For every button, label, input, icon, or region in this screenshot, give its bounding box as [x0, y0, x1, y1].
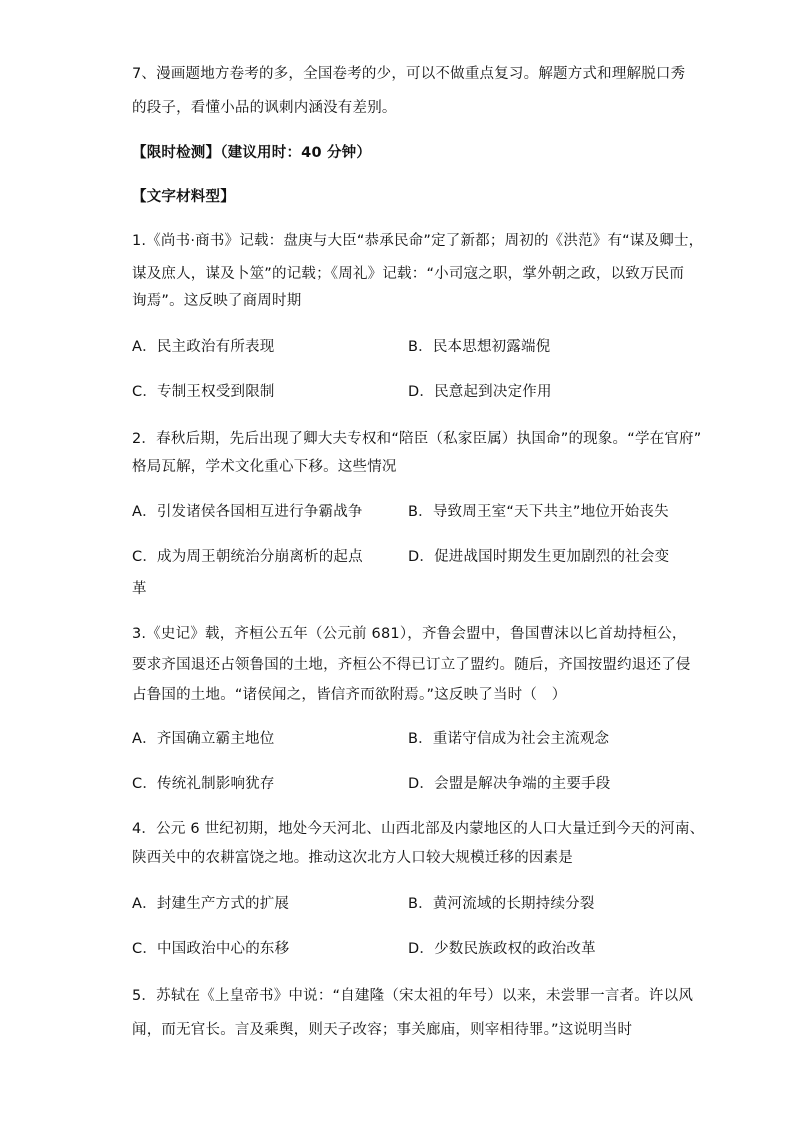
q1-option-b: B．民本思想初露端倪 — [408, 339, 551, 355]
q2-option-c: C．成为周王朝统治分崩离析的起点 — [132, 549, 363, 565]
q2-option-d-continuation: 革 — [132, 581, 147, 597]
q2-option-b: B．导致周王室“天下共主”地位开始丧失 — [408, 504, 669, 520]
q4-option-c: C．中国政治中心的东移 — [132, 941, 290, 957]
q3-line-1: 3.《史记》载，齐桓公五年（公元前 681），齐鲁会盟中，鲁国曹沫以匕首劫持桓公， — [132, 626, 687, 642]
q1-option-c: C．专制王权受到限制 — [132, 384, 275, 400]
q4-line-2: 陕西关中的农耕富饶之地。推动这次北方人口较大规模迁移的因素是 — [132, 850, 573, 866]
q3-line-3: 占鲁国的土地。“诸侯闻之，皆信齐而欲附焉。”这反映了当时（ ） — [132, 687, 567, 703]
q5-line-1: 5．苏轼在《上皇帝书》中说：“自建隆（宋太祖的年号）以来，未尝罪一言者。许以风 — [132, 988, 694, 1004]
q1-option-a: A．民主政治有所表现 — [132, 339, 275, 355]
q3-option-b: B．重诺守信成为社会主流观念 — [408, 731, 610, 747]
q2-option-a: A．引发诸侯各国相互进行争霸战争 — [132, 504, 363, 520]
q1-option-d: D．民意起到决定作用 — [408, 384, 552, 400]
q3-option-a: A．齐国确立霸主地位 — [132, 731, 275, 747]
q4-option-d: D．少数民族政权的政治改革 — [408, 941, 596, 957]
q1-line-3: 询焉”。这反映了商周时期 — [132, 293, 302, 309]
q2-line-2: 格局瓦解，学术文化重心下移。这些情况 — [132, 459, 397, 475]
q3-option-c: C．传统礼制影响犹存 — [132, 776, 275, 792]
q1-line-1: 1.《尚书·商书》记载：盘庚与大臣“恭承民命”定了新都；周初的《洪范》有“谋及卿士， — [132, 233, 704, 249]
intro-line-2: 的段子，看懂小品的讽刺内涵没有差别。 — [132, 100, 397, 116]
q5-line-2: 闻，而无官长。言及乘舆，则天子改容；事关廊庙，则宰相待罪。”这说明当时 — [132, 1022, 633, 1038]
section-heading: 【文字材料型】 — [132, 189, 235, 205]
q3-line-2: 要求齐国退还占领鲁国的土地，齐桓公不得已订立了盟约。随后，齐国按盟约退还了侵 — [132, 657, 691, 673]
q1-line-2: 谋及庶人，谋及卜筮”的记载；《周礼》记载：“小司寇之职，掌外朝之政，以致万民而 — [132, 266, 685, 282]
q2-option-d: D．促进战国时期发生更加剧烈的社会变 — [408, 549, 670, 565]
test-heading: 【限时检测】（建议用时：40 分钟） — [132, 145, 372, 161]
q4-option-a: A．封建生产方式的扩展 — [132, 896, 290, 912]
intro-line-1: 7、漫画题地方卷考的多，全国卷考的少，可以不做重点复习。解题方式和理解脱口秀 — [132, 66, 686, 82]
q4-option-b: B．黄河流域的长期持续分裂 — [408, 896, 595, 912]
q3-option-d: D．会盟是解决争端的主要手段 — [408, 776, 611, 792]
q2-line-1: 2．春秋后期，先后出现了卿大夫专权和“陪臣（私家臣属）执国命”的现象。“学在官府” — [132, 431, 702, 447]
q4-line-1: 4．公元 6 世纪初期，地处今天河北、山西北部及内蒙地区的人口大量迁到今天的河南、 — [132, 821, 705, 837]
